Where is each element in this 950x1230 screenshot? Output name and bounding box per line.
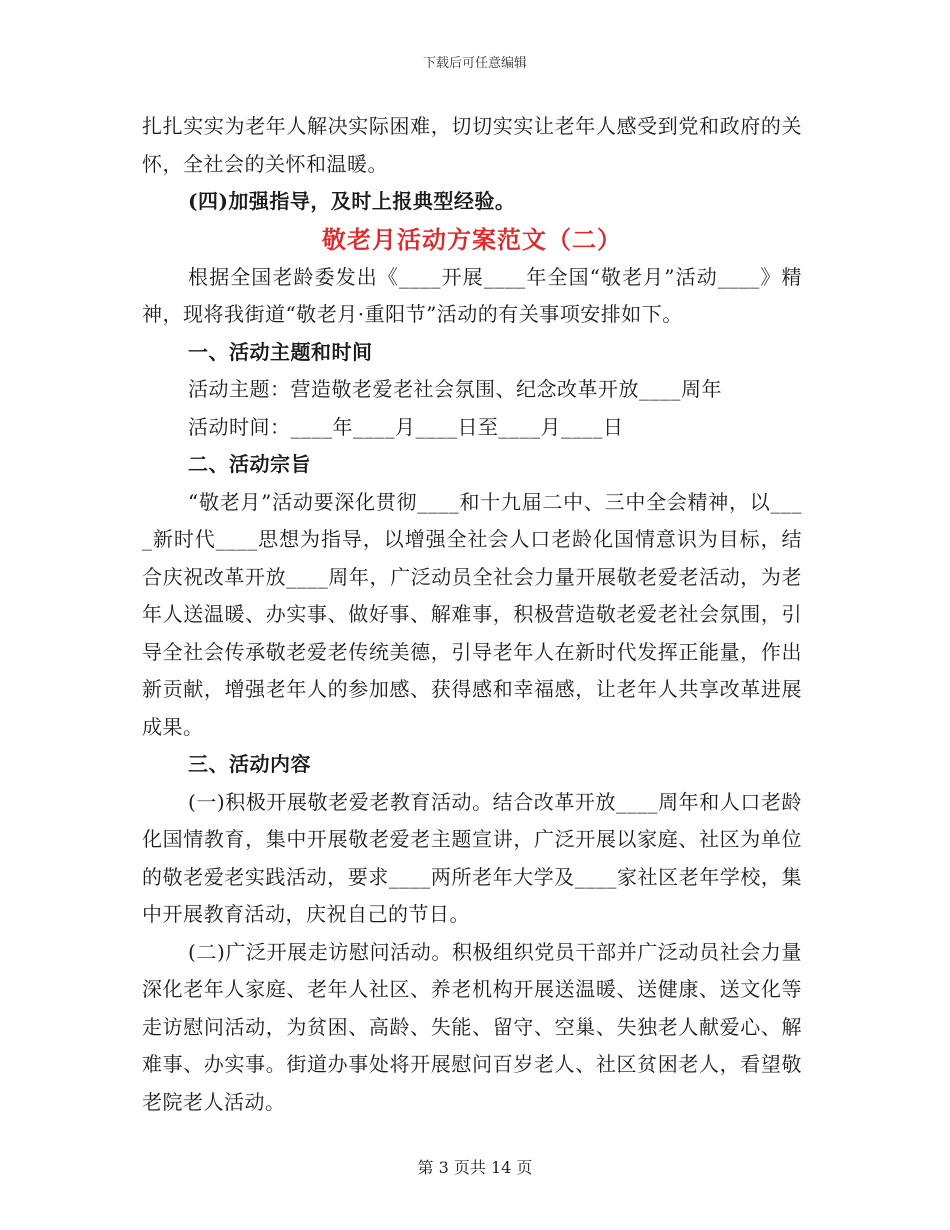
content-item-1: (一)积极开展敬老爱老教育活动。结合改革开放____周年和人口老龄化国情教育，集中开展敬老爱老主题宣讲，广泛开展以家庭、社区为单位的敬老爱老实践活动，要求____两所老年大学及____家社区老年学校，集中开展教育活动，庆祝自己的节日。 (142, 789, 802, 926)
section-heading-1: 一、活动主题和时间 (188, 339, 373, 364)
section-heading-3: 三、活动内容 (188, 752, 311, 776)
page-footer: 第 3 页共 14 页 (417, 1158, 533, 1177)
paragraph-continuation: 扎扎实实为老年人解决实际困难，切切实实让老年人感受到党和政府的关怀，全社会的关怀和温暖。 (142, 114, 802, 176)
section-heading-4: (四)加强指导，及时上报典型经验。 (188, 189, 516, 213)
page-header: 下载后可任意编辑 (422, 56, 527, 71)
section-heading-2: 二、活动宗旨 (188, 452, 311, 476)
document-title: 敬老月活动方案范文（二） (322, 224, 622, 254)
activity-time: 活动时间：____年____月____日至____月____日 (188, 414, 624, 439)
document-body (142, 108, 802, 1121)
activity-theme: 活动主题：营造敬老爱老社会氛围、纪念改革开放____周年 (188, 377, 722, 401)
content-item-2: (二)广泛开展走访慰问活动。积极组织党员干部并广泛动员社会力量深化老年人家庭、老年人社区、养老机构开展送温暖、送健康、送文化等走访慰问活动，为贫困、高龄、失能、留守、空巢、失独老人献爱心、解难事、办实事。街道办事处将开展慰问百岁老人、社区贫困老人，看望敬老院老人活动。 (142, 939, 802, 1114)
purpose-paragraph: “敬老月”活动要深化贯彻____和十九届二中、三中全会精神，以____新时代____思想为指导，以增强全社会人口老龄化国情意识为目标，结合庆祝改革开放____周年，广泛动员全社会力量开展敬老爱老活动，为老年人送温暖、办实事、做好事、解难事，积极营造敬老爱老社会氛围，引导全社会传承敬老爱老传统美德，引导老年人在新时代发挥正能量，作出新贡献，增强老年人的参加感、获得感和幸福感，让老年人共享改革进展成果。 (142, 489, 802, 739)
intro-paragraph: 根据全国老龄委发出《____开展____年全国“敬老月”活动____》精神，现将我街道“敬老月·重阳节”活动的有关事项安排如下。 (142, 264, 802, 326)
